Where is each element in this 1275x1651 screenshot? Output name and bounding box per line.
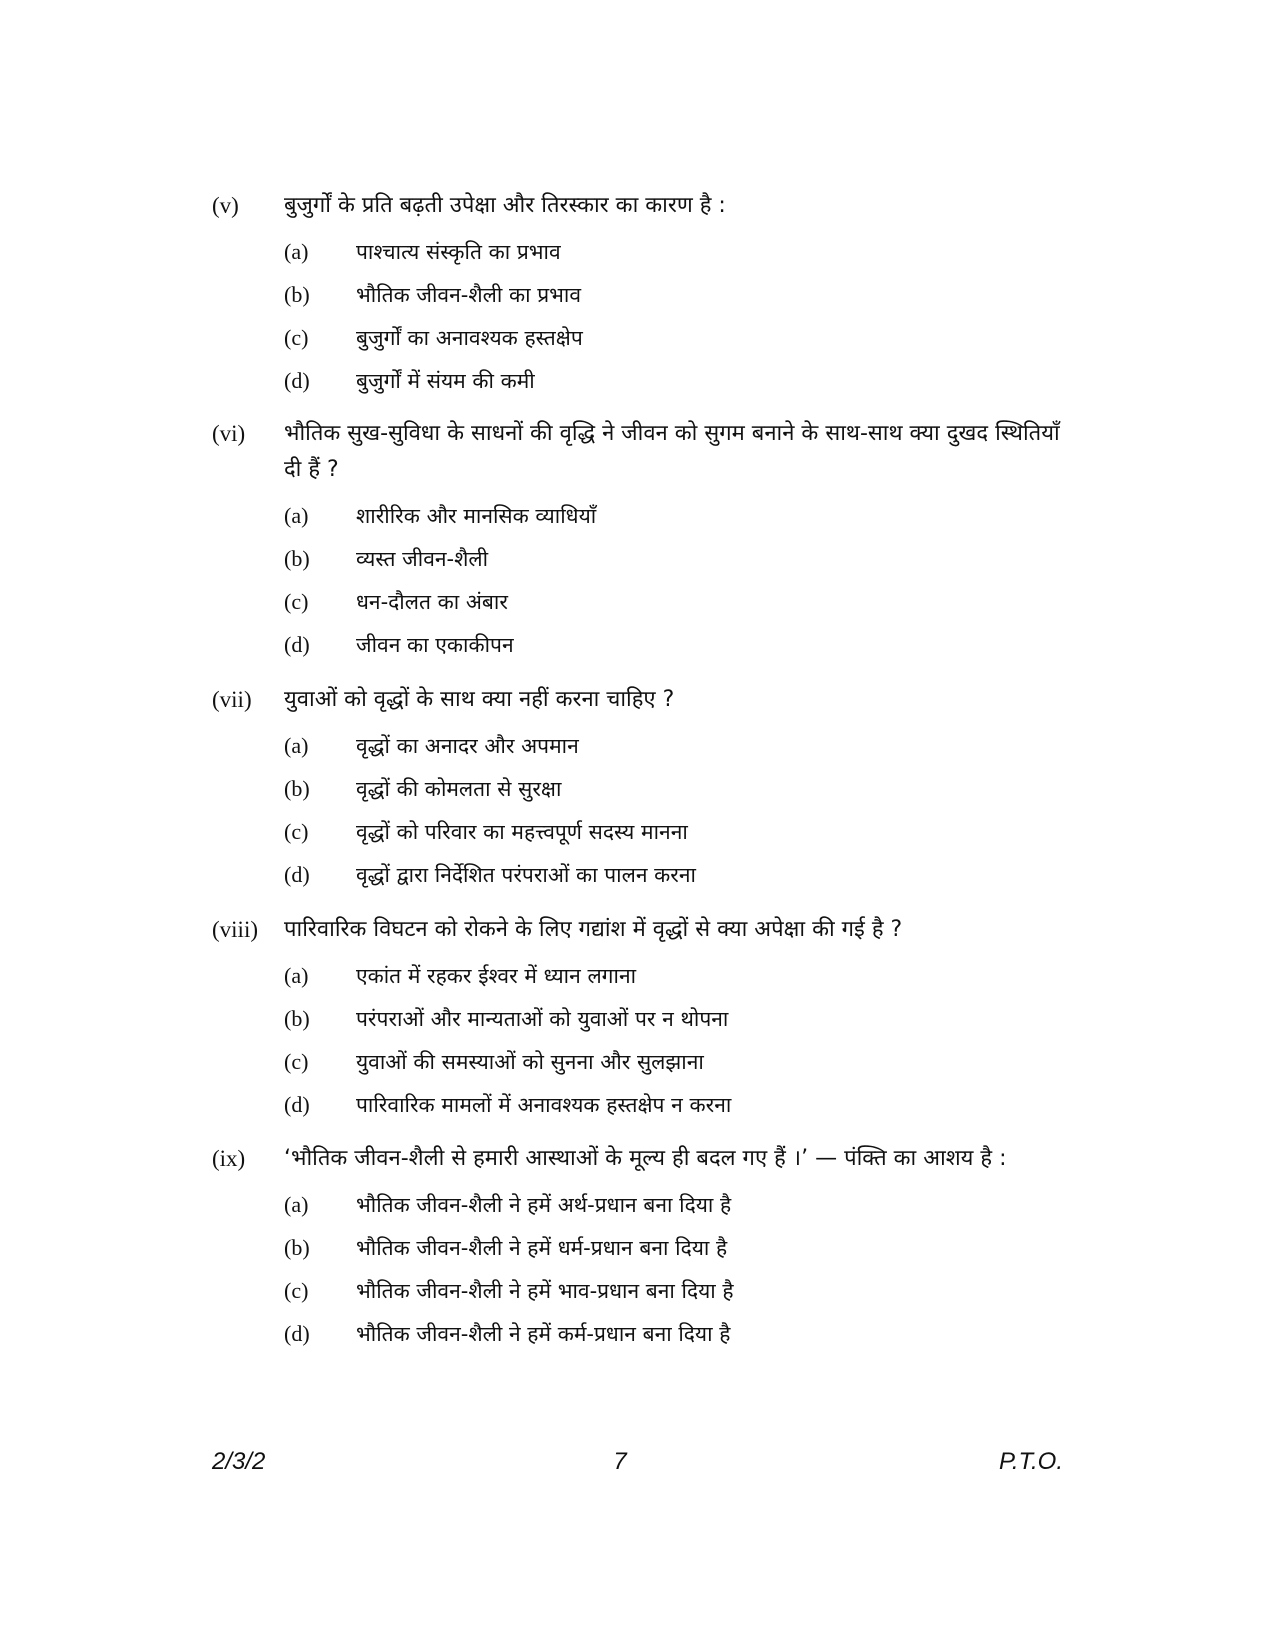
option-b xyxy=(284,537,1072,580)
option-text: वृद्धों की कोमलता से सुरक्षा xyxy=(356,776,562,801)
question-text: ‘भौतिक जीवन-शैली से हमारी आस्थाओं के मूल्य ही बदल गए हैं ।’ — पंक्ति का आशय है : xyxy=(284,1146,1007,1171)
option-c xyxy=(284,810,1072,853)
option-text: परंपराओं और मान्यताओं को युवाओं पर न थोपना xyxy=(356,1006,729,1031)
option-text: पारिवारिक मामलों में अनावश्यक हस्तक्षेप न करना xyxy=(356,1092,732,1117)
question-text: युवाओं को वृद्धों के साथ क्या नहीं करना चाहिए ? xyxy=(284,687,675,712)
question-number: (vi) xyxy=(212,421,246,446)
option-text: पाश्चात्य संस्कृति का प्रभाव xyxy=(356,239,561,264)
option-label: (a) xyxy=(284,502,309,528)
option-d xyxy=(284,853,1072,896)
question-number: (viii) xyxy=(212,917,258,942)
option-d xyxy=(284,1312,1072,1355)
question-number: (ix) xyxy=(212,1146,246,1171)
option-text: धन-दौलत का अंबार xyxy=(356,589,508,614)
question-text: पारिवारिक विघटन को रोकने के लिए गद्यांश में वृद्धों से क्या अपेक्षा की गई है ? xyxy=(284,917,903,942)
option-text: एकांत में रहकर ईश्वर में ध्यान लगाना xyxy=(356,963,637,988)
option-label: (b) xyxy=(284,775,310,801)
option-a xyxy=(284,724,1072,767)
option-text: भौतिक जीवन-शैली का प्रभाव xyxy=(356,282,582,307)
option-text: बुजुर्गों में संयम की कमी xyxy=(356,368,535,393)
option-b xyxy=(284,273,1072,316)
question-viii xyxy=(212,912,1072,1126)
option-text: शारीरिक और मानसिक व्याधियाँ xyxy=(356,503,597,528)
option-c xyxy=(284,1269,1072,1312)
option-d xyxy=(284,359,1072,402)
option-c xyxy=(284,580,1072,623)
option-label: (a) xyxy=(284,238,309,264)
paper-code: 2/3/2 xyxy=(212,1448,266,1475)
option-a xyxy=(284,954,1072,997)
question-number: (vii) xyxy=(212,687,252,712)
option-text: भौतिक जीवन-शैली ने हमें अर्थ-प्रधान बना दिया है xyxy=(356,1192,732,1217)
question-text: भौतिक सुख-सुविधा के साधनों की वृद्धि ने जीवन को सुगम बनाने के साथ-साथ क्या दुखद स्थितियाँ दी हैं ? xyxy=(284,421,1060,482)
question-v xyxy=(212,188,1072,402)
option-text: भौतिक जीवन-शैली ने हमें धर्म-प्रधान बना दिया है xyxy=(356,1235,728,1260)
option-label: (b) xyxy=(284,545,310,571)
option-a xyxy=(284,494,1072,537)
option-label: (c) xyxy=(284,588,309,614)
option-a xyxy=(284,1183,1072,1226)
option-label: (c) xyxy=(284,818,309,844)
option-text: व्यस्त जीवन-शैली xyxy=(356,546,489,571)
option-text: जीवन का एकाकीपन xyxy=(356,632,514,657)
option-text: युवाओं की समस्याओं को सुनना और सुलझाना xyxy=(356,1049,704,1074)
question-text: बुजुर्गों के प्रति बढ़ती उपेक्षा और तिरस्कार का कारण है : xyxy=(284,193,726,218)
option-a xyxy=(284,230,1072,273)
option-d xyxy=(284,1083,1072,1126)
option-label: (d) xyxy=(284,367,310,393)
option-label: (d) xyxy=(284,1091,310,1117)
option-label: (a) xyxy=(284,732,309,758)
option-label: (b) xyxy=(284,1005,310,1031)
options-list xyxy=(284,494,1072,666)
option-text: वृद्धों को परिवार का महत्त्वपूर्ण सदस्य मानना xyxy=(356,819,688,844)
option-text: भौतिक जीवन-शैली ने हमें कर्म-प्रधान बना दिया है xyxy=(356,1321,731,1346)
page-number: 7 xyxy=(613,1448,627,1475)
option-label: (d) xyxy=(284,1320,310,1346)
option-label: (b) xyxy=(284,1234,310,1260)
question-number: (v) xyxy=(212,193,239,218)
pto-label: P.T.O. xyxy=(998,1448,1063,1475)
option-text: वृद्धों का अनादर और अपमान xyxy=(356,733,579,758)
option-c xyxy=(284,316,1072,359)
options-list xyxy=(284,1183,1072,1355)
option-text: बुजुर्गों का अनावश्यक हस्तक्षेप xyxy=(356,325,583,350)
option-label: (a) xyxy=(284,962,309,988)
options-list xyxy=(284,724,1072,896)
options-list xyxy=(284,954,1072,1126)
option-b xyxy=(284,997,1072,1040)
option-b xyxy=(284,1226,1072,1269)
option-d xyxy=(284,623,1072,666)
option-label: (b) xyxy=(284,281,310,307)
option-c xyxy=(284,1040,1072,1083)
option-label: (c) xyxy=(284,324,309,350)
options-list xyxy=(284,230,1072,402)
question-vi xyxy=(212,416,1072,666)
option-label: (a) xyxy=(284,1191,309,1217)
option-b xyxy=(284,767,1072,810)
option-label: (d) xyxy=(284,631,310,657)
option-text: वृद्धों द्वारा निर्देशित परंपराओं का पालन करना xyxy=(356,862,696,887)
question-vii xyxy=(212,682,1072,896)
option-label: (c) xyxy=(284,1277,309,1303)
option-label: (c) xyxy=(284,1048,309,1074)
option-text: भौतिक जीवन-शैली ने हमें भाव-प्रधान बना दिया है xyxy=(356,1278,734,1303)
question-ix xyxy=(212,1141,1072,1355)
option-label: (d) xyxy=(284,861,310,887)
